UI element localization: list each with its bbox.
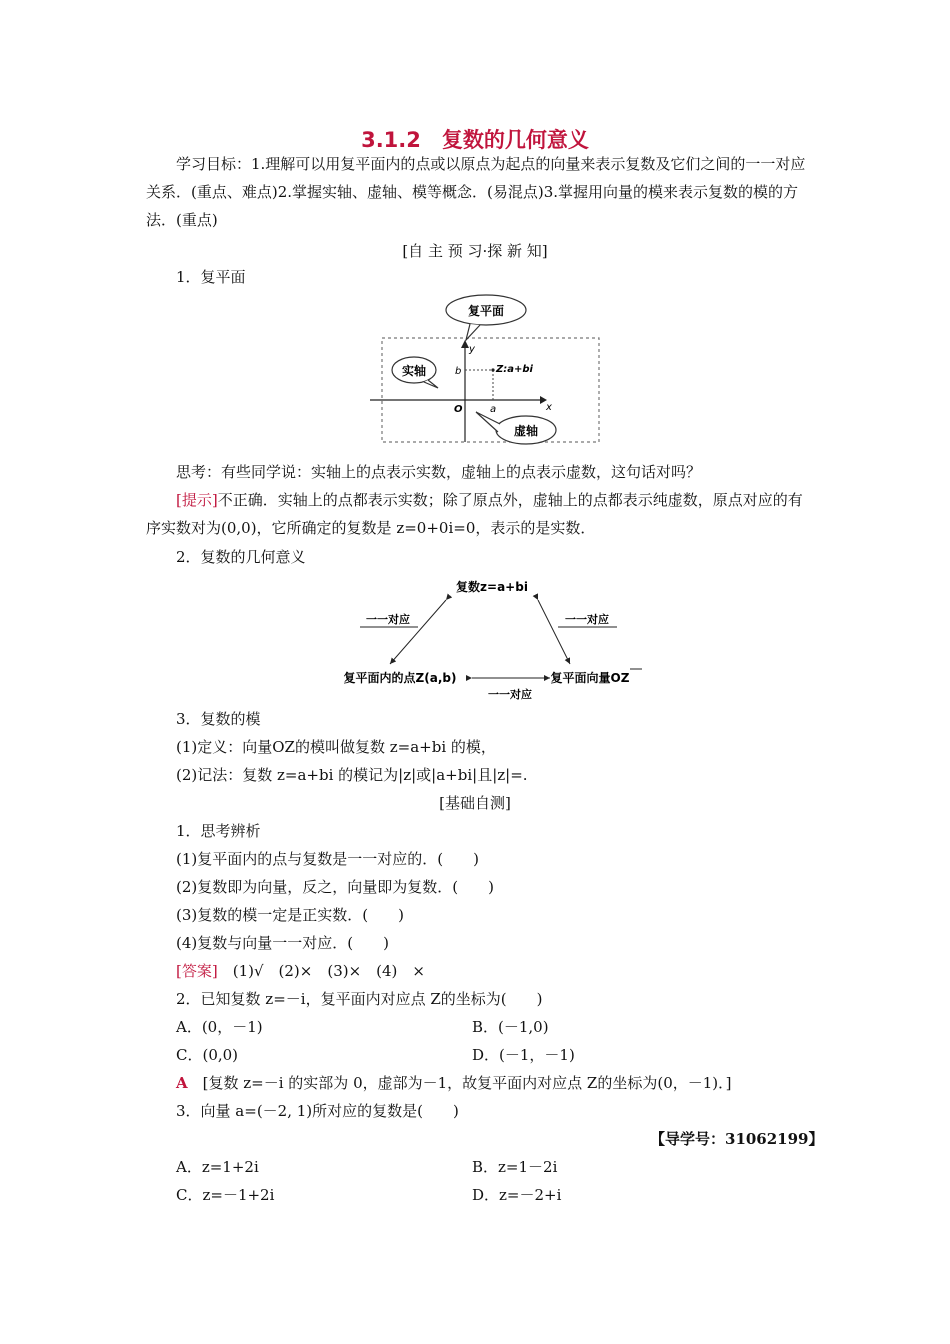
q3-option-c: C．z=－1+2i <box>176 1186 275 1204</box>
q2-option-a: A．(0，－1) <box>176 1018 263 1036</box>
heading-complex-plane: 1．复平面 <box>176 268 246 286</box>
edge-left-arrow <box>390 600 446 664</box>
q2-option-c: C．(0,0) <box>176 1046 239 1064</box>
q2-answer <box>176 1072 732 1093</box>
q2-option-b: B．(－1,0) <box>472 1018 549 1036</box>
hint-paragraph <box>146 486 806 542</box>
a-label: a <box>490 404 497 415</box>
complex-plane-bubble <box>446 295 526 340</box>
answer-tag: [答案] <box>176 962 218 980</box>
y-arrow <box>461 340 469 348</box>
q3-stem: 3．向量 a=(－2, 1)所对应的复数是( ) <box>176 1102 459 1120</box>
correspondence-figure <box>330 570 660 705</box>
heading-modulus: 3．复数的模 <box>176 710 261 728</box>
edge-right-label: 一一对应 <box>565 613 609 626</box>
q3-option-d: D．z=－2+i <box>472 1186 562 1204</box>
y-label: y <box>469 344 475 355</box>
node-vector: 复平面向量OZ <box>550 671 630 685</box>
answer-text: (1)√ (2)× (3)× (4) × <box>217 962 425 980</box>
b-label: b <box>455 366 462 377</box>
section-header-preview: [自 主 预 习·探 新 知] <box>402 242 548 260</box>
q2-explanation: [复数 z=－i 的实部为 0，虚部为－1，故复平面内对应点 Z的坐标为(0，－1)．] <box>187 1074 732 1092</box>
q1-item: (3)复数的模一定是正实数．( ) <box>176 906 404 924</box>
edge-bottom-label: 一一对应 <box>488 688 532 701</box>
x-label: x <box>546 402 552 413</box>
figure-dashed-frame <box>382 338 599 442</box>
page-title: 3.1.2 复数的几何意义 <box>361 128 589 152</box>
point-z <box>491 368 494 371</box>
imaginary-axis-bubble <box>476 412 556 444</box>
modulus-notation: (2)记法：复数 z=a+bi 的模记为|z|或|a+bi|且|z|=. <box>176 766 528 784</box>
real-axis-bubble <box>392 357 438 388</box>
heading-geometric-meaning: 2．复数的几何意义 <box>176 548 306 566</box>
think-question: 思考：有些同学说：实轴上的点表示实数，虚轴上的点表示虚数，这句话对吗？ <box>176 463 702 481</box>
q2-option-d: D．(－1，－1) <box>472 1046 575 1064</box>
modulus-definition: (1)定义：向量OZ的模叫做复数 z=a+bi 的模， <box>176 738 496 756</box>
z-label: Z:a+bi <box>496 364 533 375</box>
node-complex-number: 复数z=a+bi <box>456 580 528 594</box>
learning-objectives: 学习目标：1.理解可以用复平面内的点或以原点为起点的向量来表示复数及它们之间的一一对应关系．(重点、难点)2.掌握实轴、虚轴、模等概念．(易混点)3.掌握用向量的模来表示复数的模的方法．(重点) <box>146 155 806 229</box>
q1-answer <box>176 960 425 981</box>
edge-left-label: 一一对应 <box>366 613 410 626</box>
hint-text: 不正确．实轴上的点都表示实数；除了原点外，虚轴上的点都表示纯虚数，原点对应的有序实数对为(0,0)，它所确定的复数是 z=0+0i=0，表示的是实数． <box>146 491 803 537</box>
q3-option-b: B．z=1－2i <box>472 1158 558 1176</box>
hint-tag: [提示] <box>176 491 218 509</box>
bubble-real-axis-text: 实轴 <box>401 364 427 378</box>
q1-item: (2)复数即为向量，反之，向量即为复数．( ) <box>176 878 494 896</box>
section-header-selftest: [基础自测] <box>439 794 511 812</box>
q2-stem: 2．已知复数 z=－i，复平面内对应点 Z的坐标为( ) <box>176 990 543 1008</box>
bubble-imaginary-axis-text: 虚轴 <box>513 424 539 438</box>
node-point: 复平面内的点Z(a,b) <box>343 671 457 685</box>
origin-label: O <box>454 404 463 415</box>
q1-heading: 1．思考辨析 <box>176 822 261 840</box>
q1-item: (1)复平面内的点与复数是一一对应的．( ) <box>176 850 479 868</box>
q1-item: (4)复数与向量一一对应．( ) <box>176 934 389 952</box>
q2-answer-letter: A <box>176 1074 188 1092</box>
complex-plane-figure <box>370 292 610 452</box>
edge-right-arrow <box>538 600 570 664</box>
q3-guide-code: 【导学号：31062199】 <box>650 1130 824 1148</box>
q3-option-a: A．z=1+2i <box>176 1158 259 1176</box>
bubble-complex-plane-text: 复平面 <box>467 304 505 318</box>
